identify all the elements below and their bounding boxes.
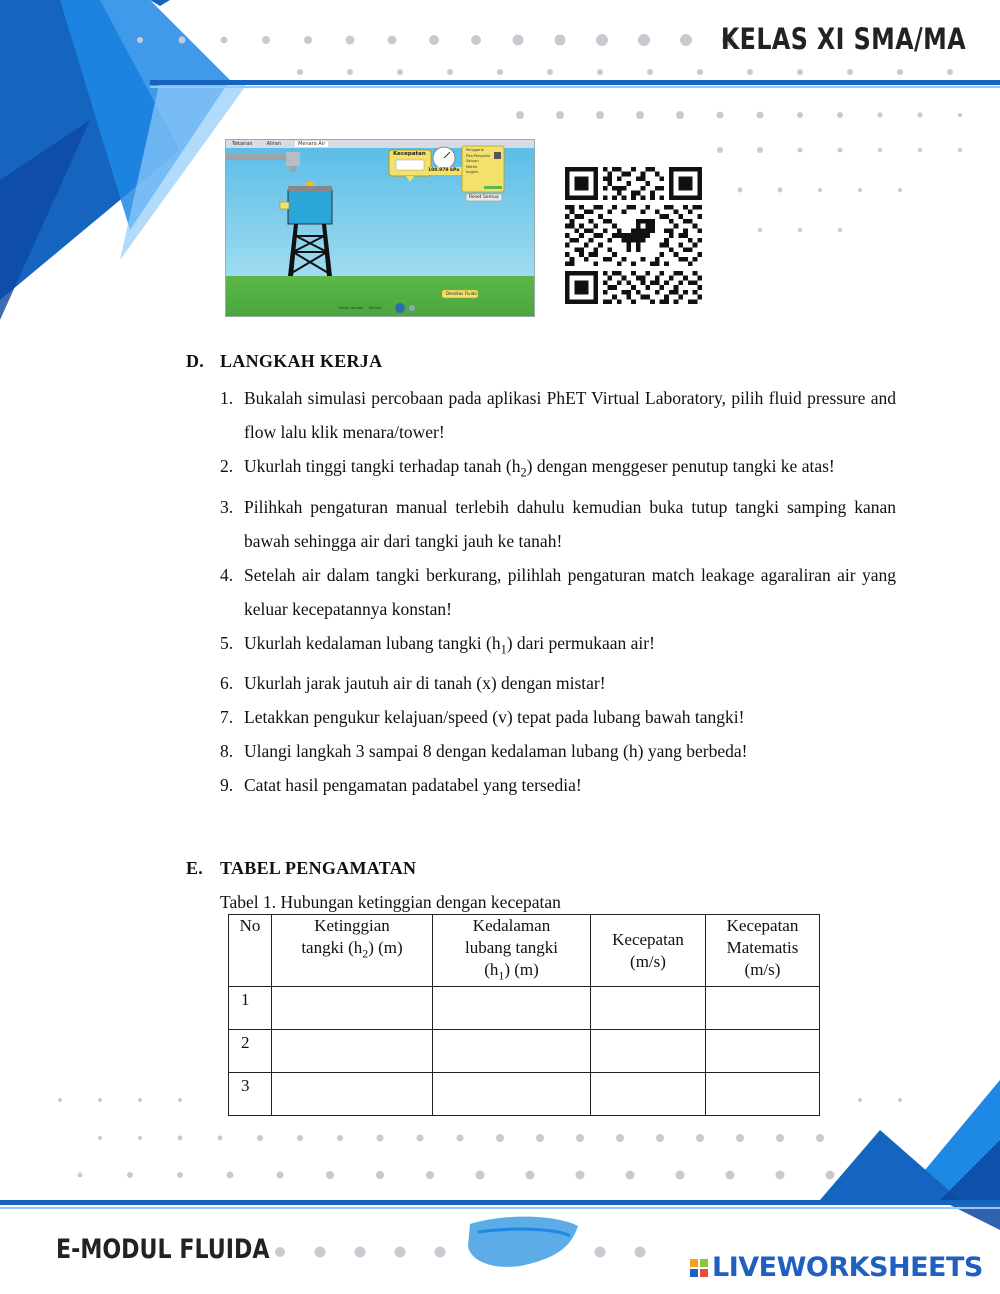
step-number: 6. (220, 673, 234, 693)
liveworksheets-icon (690, 1259, 708, 1277)
step-text: Setelah air dalam tangki berkurang, pilihlah pengaturan match leakage agaraliran air yang keluar kecepatannya konstan! (244, 564, 896, 619)
header-text: Kecepatan (726, 916, 799, 935)
hole-depth-cell[interactable] (433, 1073, 591, 1116)
liveworksheets-wordmark: LIVEWORKSHEETS (712, 1252, 983, 1283)
hole-depth-cell[interactable] (433, 987, 591, 1030)
section-e-title: TABEL PENGAMATAN (220, 858, 417, 878)
section-d-letter: D. (186, 351, 205, 371)
header-text: (m/s) (630, 951, 666, 971)
header-hole-depth (433, 915, 591, 987)
qr-code (565, 167, 702, 304)
header-text: lubang tangki (464, 938, 558, 957)
header-math-speed (706, 915, 820, 987)
tank-height-cell[interactable] (272, 987, 433, 1030)
header-text: Kecepatan (612, 929, 684, 949)
row-number-cell: 3 (229, 1073, 272, 1116)
step-number: 3. (220, 496, 234, 517)
step-number: 8. (220, 741, 234, 761)
header-no (229, 915, 272, 987)
step-number: 2. (220, 456, 234, 476)
header-text: tangki (h (301, 938, 363, 957)
header-text: (m/s) (744, 960, 781, 979)
header-tank-height (272, 915, 433, 987)
subscript: 1 (498, 968, 505, 983)
math-speed-cell[interactable] (706, 1030, 820, 1073)
section-d-heading (186, 351, 382, 372)
row-number-cell: 2 (229, 1030, 272, 1073)
speed-cell[interactable] (591, 1030, 706, 1073)
observation-table (228, 914, 820, 1116)
list-item (220, 768, 896, 802)
section-e-heading (186, 858, 416, 879)
step-text: Bukalah simulasi percobaan pada aplikasi PhET Virtual Laboratory, pilih fluid pressure and flow lalu klik menara/tower! (244, 388, 896, 442)
step-number: 4. (220, 564, 234, 585)
sim-option: Penggaris (466, 148, 484, 152)
subscript: 1 (500, 642, 507, 656)
step-text: Ulangi langkah 3 sampai 8 dengan kedalaman lubang (h) yang berbeda! (244, 741, 748, 761)
sim-speed-label: Kecepatan (393, 151, 426, 157)
hole-depth-cell[interactable] (433, 1030, 591, 1073)
section-e-letter: E. (186, 858, 204, 878)
sim-option: Pita Pengukur (466, 153, 491, 158)
header-text: Kedalaman (472, 916, 551, 935)
step-number: 5. (220, 632, 234, 653)
table-caption: Tabel 1. Hubungan ketinggian dengan kecepatan (220, 892, 561, 912)
table-row (229, 987, 820, 1030)
step-text-part: ) dari permukaan air! (506, 632, 655, 653)
sim-playback-options (338, 306, 382, 310)
sim-pressure-readout: 100.979 kPa (428, 168, 460, 173)
class-label: KELAS XI SMA/MA (720, 22, 966, 56)
step-text-part: ) dengan menggeser penutup tangki ke atas! (526, 456, 835, 476)
step-text (244, 449, 896, 490)
math-speed-cell[interactable] (706, 1073, 820, 1116)
tank-height-cell[interactable] (272, 1073, 433, 1116)
tank-height-cell[interactable] (272, 1030, 433, 1073)
sim-tab: Aliran (266, 141, 282, 147)
sim-fluid-density-label: Densitas Fluida (446, 291, 477, 296)
module-title: E-MODUL FLUIDA (56, 1234, 270, 1265)
header-text: Ketinggian (314, 916, 390, 935)
sim-playback-option: Normal (368, 306, 382, 310)
table-row (229, 1073, 820, 1116)
list-item (220, 381, 896, 449)
list-item (220, 700, 896, 734)
step-text-part: Ukurlah tinggi tangki terhadap tanah (h (244, 456, 521, 476)
table-header-row (229, 915, 820, 987)
liveworksheets-logo[interactable] (690, 1252, 983, 1283)
sim-tab: Tekanan (232, 141, 253, 147)
speed-cell[interactable] (591, 1073, 706, 1116)
step-text: Catat hasil pengamatan padatabel yang tersedia! (244, 775, 582, 795)
step-text (244, 626, 896, 667)
step-number: 7. (220, 707, 234, 727)
sim-options-list (466, 148, 491, 176)
step-text-part: Ukurlah kedalaman lubang tangki (h (244, 632, 501, 653)
list-item (220, 666, 896, 700)
sim-reset-label: Reset Semua (469, 195, 499, 200)
step-text: Ukurlah jarak jautuh air di tanah (x) dengan mistar! (244, 673, 606, 693)
header-speed (591, 915, 706, 987)
phet-simulation-screenshot (225, 139, 535, 317)
sim-playback-option: Gerak Lambat (338, 306, 364, 310)
step-number: 1. (220, 388, 234, 408)
header-text: ) (m) (368, 938, 403, 957)
step-text: Pilihkah pengaturan manual terlebih dahulu kemudian buka tutup tangki samping kanan bawah sehingga air dari tangki jauh ke tanah! (244, 496, 896, 551)
table-row (229, 1030, 820, 1073)
speed-cell[interactable] (591, 987, 706, 1030)
list-item (220, 449, 896, 490)
step-text: Letakkan pengukur kelajuan/speed (v) tepat pada lubang bawah tangki! (244, 707, 745, 727)
header-text: ) (m) (504, 960, 539, 979)
work-steps-list (220, 381, 896, 802)
sim-option: Satuan (466, 159, 479, 164)
header-text: No (239, 916, 261, 935)
sim-option: Inggris (466, 170, 479, 175)
math-speed-cell[interactable] (706, 987, 820, 1030)
subscript: 2 (520, 465, 527, 480)
list-item (220, 734, 896, 768)
header-text: (h (484, 960, 499, 979)
subscript: 2 (362, 946, 369, 961)
section-d-title: LANGKAH KERJA (220, 351, 383, 371)
list-item (220, 558, 896, 626)
sim-option: Metrik (466, 164, 478, 169)
sim-tab: Menara Air (295, 141, 328, 147)
step-number: 9. (220, 775, 234, 795)
header-text: Matematis (726, 938, 799, 957)
row-number-cell: 1 (229, 987, 272, 1030)
list-item (220, 626, 896, 667)
list-item (220, 490, 896, 558)
